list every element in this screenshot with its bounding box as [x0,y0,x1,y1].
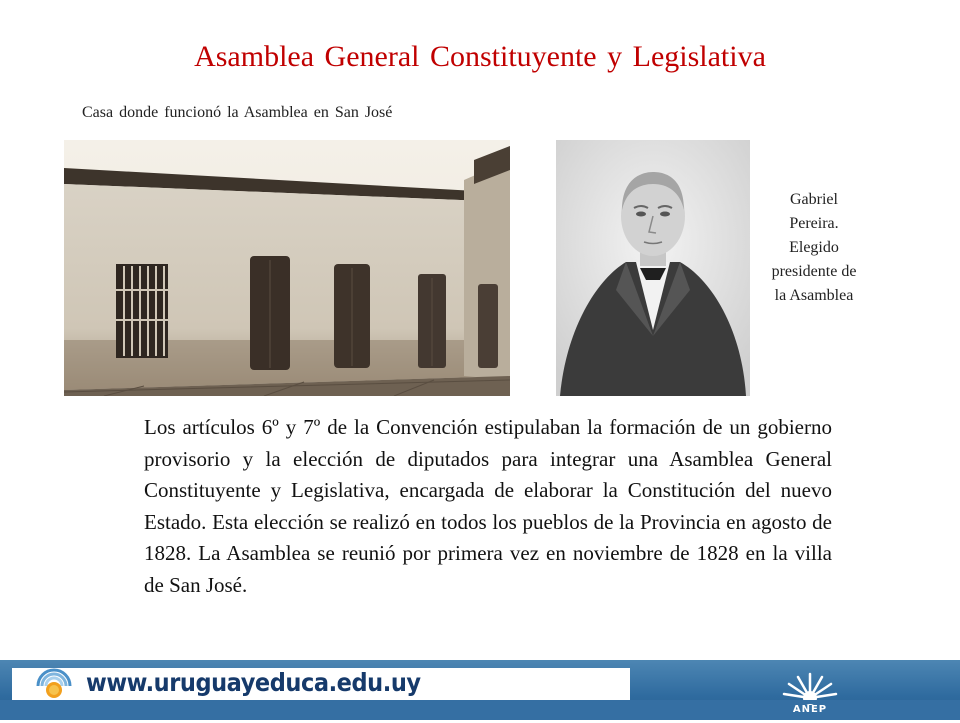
portrait-photo [556,140,750,396]
body-paragraph: Los artículos 6º y 7º de la Convención estipulaban la formación de un gobierno provisorio y la elección de diputados para integrar una Asamblea General Constituyente y Legislativa, encargada de elaborar la Constitución del nuevo Estado. Esta elección se realizó en todos los pueblos de la Provincia en agosto de 1828. La Asamblea se reunió por primera vez en noviembre de 1828 en la villa de San José. [144,415,832,597]
portrait-caption-line: Gabriel [790,191,838,208]
portrait-caption-line: la Asamblea [774,287,854,304]
house-photo [64,140,510,396]
uruguayeduca-logo-icon [30,656,78,704]
anep-label: ANEP [792,704,828,715]
portrait-caption-line: Pereira. [789,215,839,232]
portrait-caption [752,188,876,308]
slide-title: Asamblea General Constituyente y Legislativa [194,40,766,73]
portrait-caption-line: Elegido [789,239,839,256]
site-url-link[interactable]: www.uruguayeduca.edu.uy [86,668,421,697]
photo-caption: Casa donde funcionó la Asamblea en San José [82,104,393,121]
portrait-caption-line: presidente de [771,263,857,280]
